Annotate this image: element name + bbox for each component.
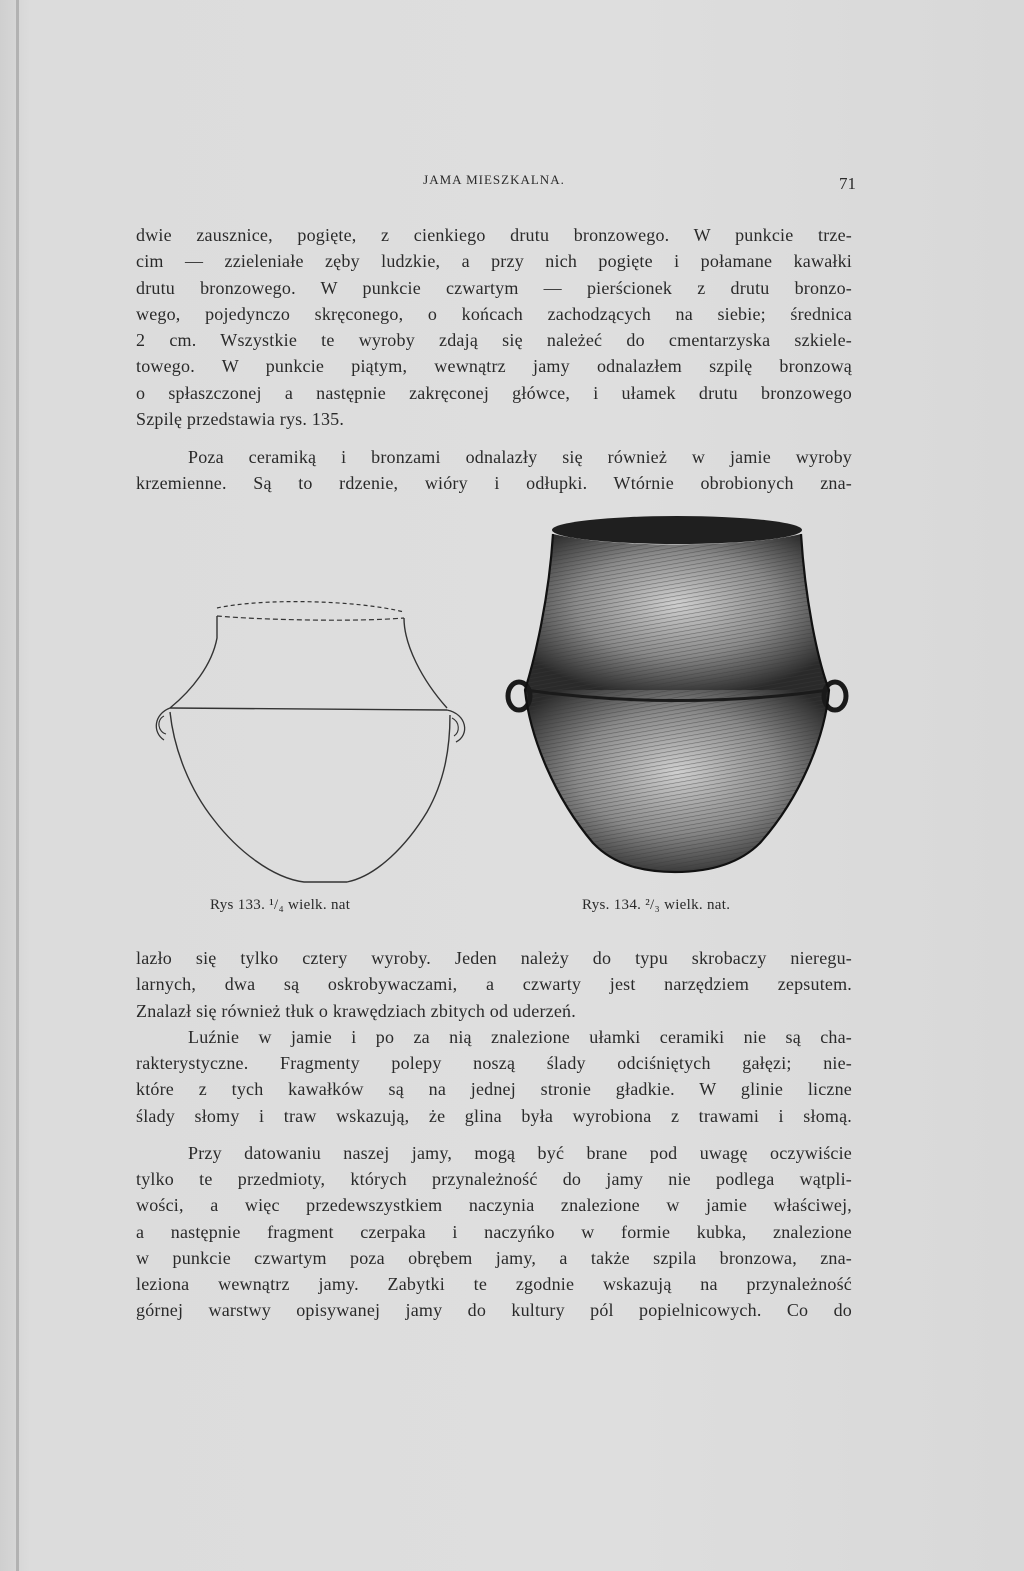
text-line: leziona wewnątrz jamy. Zabytki te zgodnie wskazują na przynależność xyxy=(136,1274,852,1295)
text-line: dwie zausznice, pogięte, z cienkiego drutu bronzowego. W punkcie trze- xyxy=(136,225,852,245)
vessel-drawing-figure xyxy=(505,508,850,893)
text-line: krzemienne. Są to rdzenie, wióry i odłupki. Wtórnie obrobionych zna- xyxy=(136,473,852,493)
running-title: JAMA MIESZKALNA. xyxy=(423,172,565,187)
text-line: górnej warstwy opisywanej jamy do kultury pól popielnicowych. Co do xyxy=(136,1300,852,1321)
text-line: które z tych kawałków są na jednej stronie gładkie. W glinie liczne xyxy=(136,1079,852,1100)
text-line: 2 cm. Wszystkie te wyroby zdają się należeć do cmentarzyska szkiele- xyxy=(136,330,852,351)
figure-caption-left: Rys 133. ¹/₄ wielk. nat xyxy=(210,897,351,913)
paragraph-5-first-line xyxy=(136,1140,852,1166)
paragraph-5 xyxy=(136,1166,852,1324)
text-line: towego. W punkcie piątym, wewnątrz jamy odnalazłem szpilę bronzową xyxy=(136,356,852,377)
text-line: lazło się tylko cztery wyroby. Jeden należy do typu skrobaczy nieregu- xyxy=(136,948,852,968)
text-line: rakterystyczne. Fragmenty polepy noszą ślady odciśniętych gałęzi; nie- xyxy=(136,1053,852,1073)
text-line: ślady słomy i traw wskazują, że glina była wyrobiona z trawami i słomą. xyxy=(136,1105,852,1126)
text-line: Poza ceramiką i bronzami odnalazły się również w jamie wyroby xyxy=(188,447,852,467)
vessel-outline-figure xyxy=(142,590,472,895)
text-line: Luźnie w jamie i po za nią znalezione ułamki ceramiki nie są cha- xyxy=(188,1027,852,1047)
paragraph-4-first-line xyxy=(136,1024,852,1050)
text-line: tylko te przedmioty, których przynależność do jamy nie podlega wątpli- xyxy=(136,1169,852,1189)
text-line: o spłaszczonej a następnie zakręconej główce, i ułamek drutu bronzowego xyxy=(136,382,852,403)
text-line: cim — zzieleniałe zęby ludzkie, a przy nich pogięte i połamane kawałki xyxy=(136,251,852,272)
text-line: Znalazł się również tłuk o krawędziach zbitych od uderzeń. xyxy=(136,1000,576,1021)
paragraph-1 xyxy=(136,222,852,432)
text-line: Szpilę przedstawia rys. 135. xyxy=(136,409,345,430)
page-header xyxy=(136,172,856,196)
paragraph-3 xyxy=(136,945,852,1024)
page-number: 71 xyxy=(839,174,856,193)
paragraph-2 xyxy=(136,470,852,496)
text-line: a następnie fragment czerpaka i naczyńko w formie kubka, znalezione xyxy=(136,1221,852,1242)
paragraph-2-first-line xyxy=(136,444,852,470)
figure-caption-right: Rys. 134. ²/₃ wielk. nat. xyxy=(582,897,731,913)
text-line: larnych, dwa są oskrobywaczami, a czwarty jest narzędziem zepsutem. xyxy=(136,974,852,995)
text-line: wości, a więc przedewszystkiem naczynia znalezione w jamie właściwej, xyxy=(136,1195,852,1216)
text-line: w punkcie czwartym poza obrębem jamy, a także szpila bronzowa, zna- xyxy=(136,1247,852,1268)
text-line: drutu bronzowego. W punkcie czwartym — pierścionek z drutu bronzo- xyxy=(136,277,852,298)
paragraph-4 xyxy=(136,1050,852,1129)
text-line: wego, pojedynczo skręconego, o końcach zachodzących na siebie; średnica xyxy=(136,303,852,324)
text-line: Przy datowaniu naszej jamy, mogą być brane pod uwagę oczywiście xyxy=(188,1143,852,1163)
binding-edge xyxy=(16,0,19,1571)
